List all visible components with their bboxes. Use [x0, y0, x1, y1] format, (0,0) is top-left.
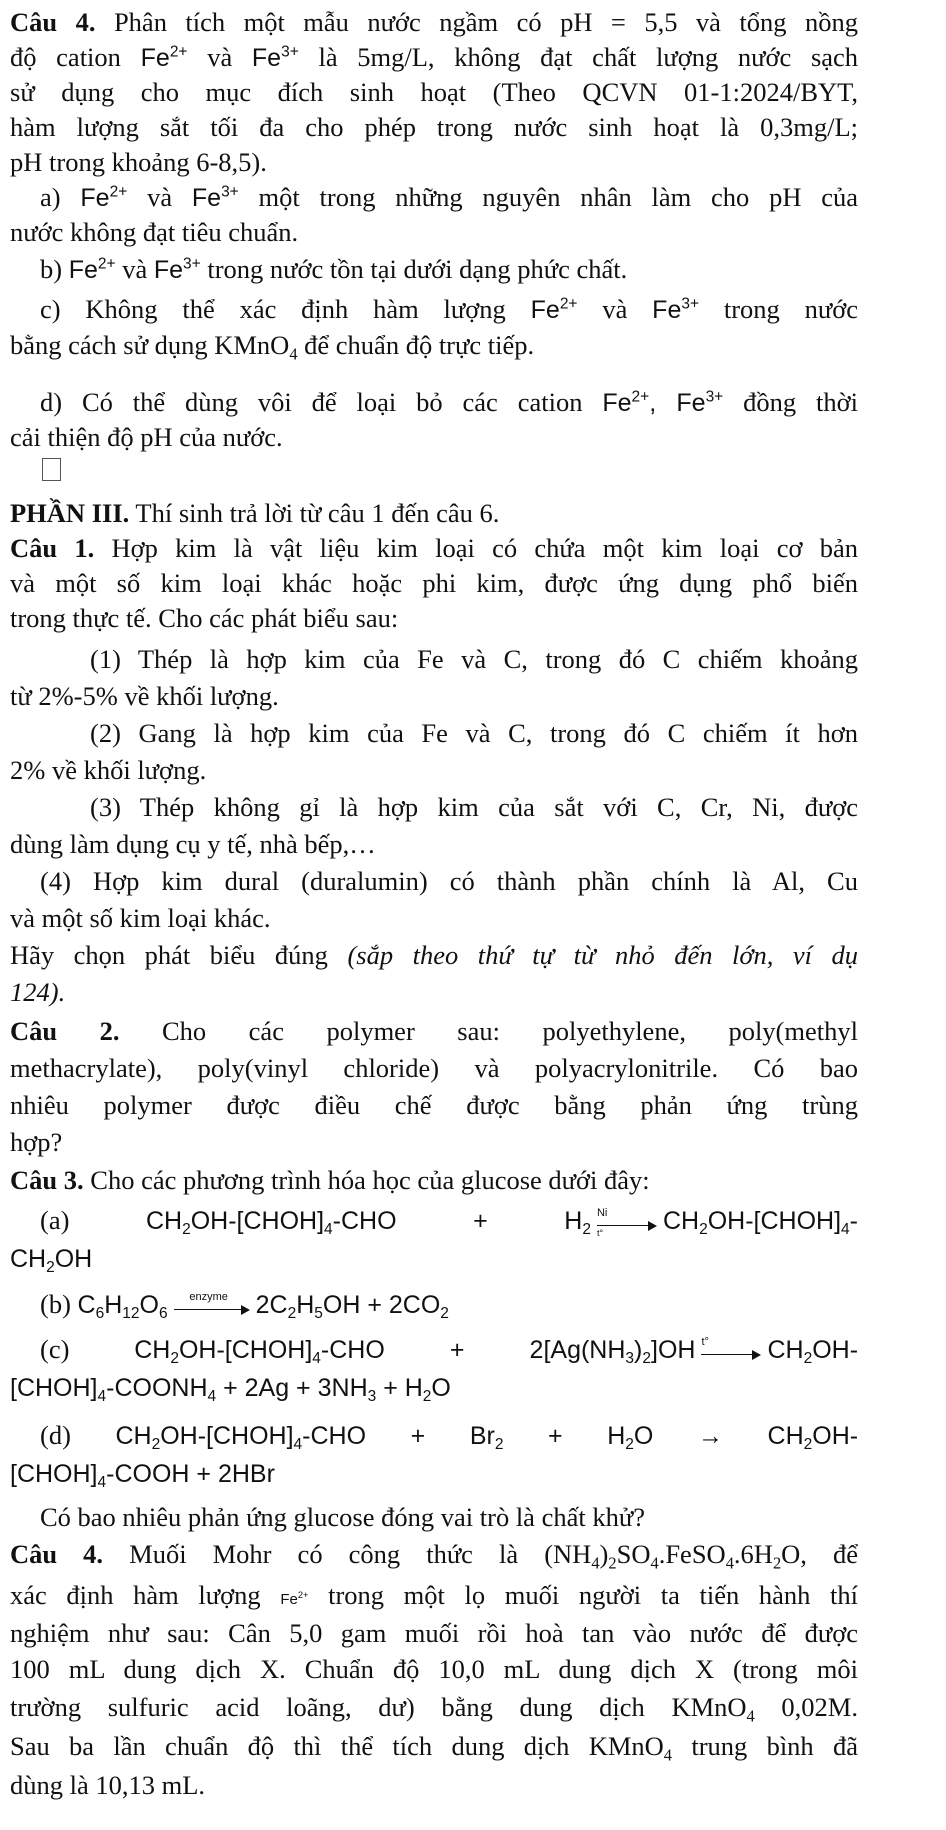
reaction-arrow-a: Ni t° — [597, 1213, 657, 1233]
c3-equation-c: (c) $CH_2OH-[CHOH]_4$-CHO + $2[Ag(NH_3)_2]OH$ t° $CH_2OH-$ — [40, 1334, 859, 1367]
q4-option-c: c) Không thể xác định hàm lượng $Fe^{2+}$ và $Fe^{3+}$ trong nước — [40, 294, 859, 324]
c4-line-5: trường sulfuric acid loãng, dư) bằng dung dịch KMnO$_4$ 0,02M. — [10, 1692, 858, 1726]
c2-line-1: Câu 2. Cho các polymer sau: polyethylene, poly(methyl — [10, 1016, 858, 1046]
reaction-arrow-b: enzyme — [174, 1297, 250, 1317]
c4-line-4: 100 mL dung dịch X. Chuẩn độ 10,0 mL dung dịch X (trong môi — [10, 1654, 858, 1684]
c3-equation-d-line-2: $[CHOH]_4$-COOH + 2HBr — [10, 1460, 275, 1491]
c1-ask: Hãy chọn phát biểu đúng (sắp theo thứ tự từ nhỏ đến lớn, ví dụ — [10, 940, 858, 970]
c4-line-6: Sau ba lần chuẩn độ thì thể tích dung dịch KMnO$_4$ trung bình đã — [10, 1731, 859, 1765]
q4-line-1: Câu 4. Phân tích một mẫu nước ngầm có pH = 5,5 và tổng nồng — [10, 7, 858, 37]
q4-line-3: sử dụng cho mục đích sinh hoạt (Theo QCVN 01-1:2024/BYT, — [10, 77, 858, 107]
q4-line-5: pH trong khoảng 6-8,5). — [10, 147, 267, 177]
blank-box — [42, 458, 61, 481]
c3-ask: Có bao nhiêu phản ứng glucose đóng vai trò là chất khử? — [40, 1502, 645, 1532]
c3-equation-b: (b) $C_6H_{12}O_6$ enzyme $2C_2H_5OH + 2CO_2$ — [40, 1289, 449, 1322]
q4-line-4: hàm lượng sắt tối đa cho phép trong nước sinh hoạt là 0,3mg/L; — [10, 112, 858, 142]
c3-equation-c-line-2: $[CHOH]_4-COONH_4 + 2Ag + 3NH_3 + H_2O$ — [10, 1374, 451, 1405]
part-3-heading: PHẦN III. Thí sinh trả lời từ câu 1 đến câu 6. — [10, 498, 500, 528]
c1-ask-line-2: 124). — [10, 977, 66, 1007]
c2-line-3: nhiêu polymer được điều chế được bằng phản ứng trùng — [10, 1090, 858, 1120]
c1-statement-2: (2) Gang là hợp kim của Fe và C, trong đó C chiếm ít hơn — [90, 718, 858, 748]
q4-option-c-line-2: bằng cách sử dụng KMnO$_4$ để chuẩn độ trực tiếp. — [10, 330, 535, 364]
c3-line-1: Câu 3. Cho các phương trình hóa học của glucose dưới đây: — [10, 1165, 650, 1195]
c2-line-4: hợp? — [10, 1127, 63, 1157]
c1-statement-3: (3) Thép không gỉ là hợp kim của sắt với C, Cr, Ni, được — [90, 792, 858, 822]
c1-line-3: trong thực tế. Cho các phát biểu sau: — [10, 603, 399, 633]
c1-statement-3-line-2: dùng làm dụng cụ y tế, nhà bếp,… — [10, 829, 376, 859]
q4-line-2: độ cation $Fe^{2+}$ và $Fe^{3+}$ là 5mg/L, không đạt chất lượng nước sạch — [10, 42, 859, 72]
q4-option-d-line-2: cải thiện độ pH của nước. — [10, 422, 283, 452]
c1-statement-2-line-2: 2% về khối lượng. — [10, 755, 207, 785]
c3-equation-a: (a) $CH_2OH-[CHOH]_4$-CHO + $H_2$ Ni t° $CH_2OH-[CHOH]_4-$ — [40, 1205, 858, 1238]
c4-line-2: xác định hàm lượng $Fe^{2+}$ trong một lọ muối người ta tiến hành thí — [10, 1580, 859, 1610]
reaction-arrow-c: t° — [701, 1342, 761, 1362]
q4-option-a: a) $Fe^{2+}$ và $Fe^{3+}$ một trong những nguyên nhân làm cho pH của — [40, 182, 859, 212]
c4-line-3: nghiệm như sau: Cân 5,0 gam muối rồi hoà tan vào nước để được — [10, 1618, 858, 1648]
q4-option-d: d) Có thể dùng vôi để loại bỏ các cation $Fe^{2+}$, $Fe^{3+}$ đồng thời — [40, 387, 859, 417]
c1-line-1: Câu 1. Hợp kim là vật liệu kim loại có chứa một kim loại cơ bản — [10, 533, 859, 563]
c3-equation-a-line-2: $CH_2OH$ — [10, 1245, 93, 1276]
c2-line-2: methacrylate), poly(vinyl chloride) và polyacrylonitrile. Có bao — [10, 1053, 858, 1083]
q4-option-a-line-2: nước không đạt tiêu chuẩn. — [10, 217, 299, 247]
c1-statement-4: (4) Hợp kim dural (duralumin) có thành phần chính là Al, Cu — [40, 866, 858, 896]
c1-statement-4-line-2: và một số kim loại khác. — [10, 903, 271, 933]
c4-line-1: Câu 4. Muối Mohr có công thức là $(NH_4)_2SO_4.FeSO_4.6H_2O$, để — [10, 1539, 858, 1573]
q4-option-b: b) $Fe^{2+}$ và $Fe^{3+}$ trong nước tồn tại dưới dạng phức chất. — [40, 254, 628, 284]
c3-equation-d: (d) $CH_2OH-[CHOH]_4$-CHO + $Br_2 + H_2O \to CH_2OH-$ — [40, 1420, 859, 1453]
c1-line-2: và một số kim loại khác hoặc phi kim, được ứng dụng phổ biến — [10, 568, 858, 598]
c1-statement-1-line-2: từ 2%-5% về khối lượng. — [10, 681, 279, 711]
c4-line-7: dùng là 10,13 mL. — [10, 1770, 206, 1800]
c1-statement-1: (1) Thép là hợp kim của Fe và C, trong đó C chiếm khoảng — [90, 644, 858, 674]
